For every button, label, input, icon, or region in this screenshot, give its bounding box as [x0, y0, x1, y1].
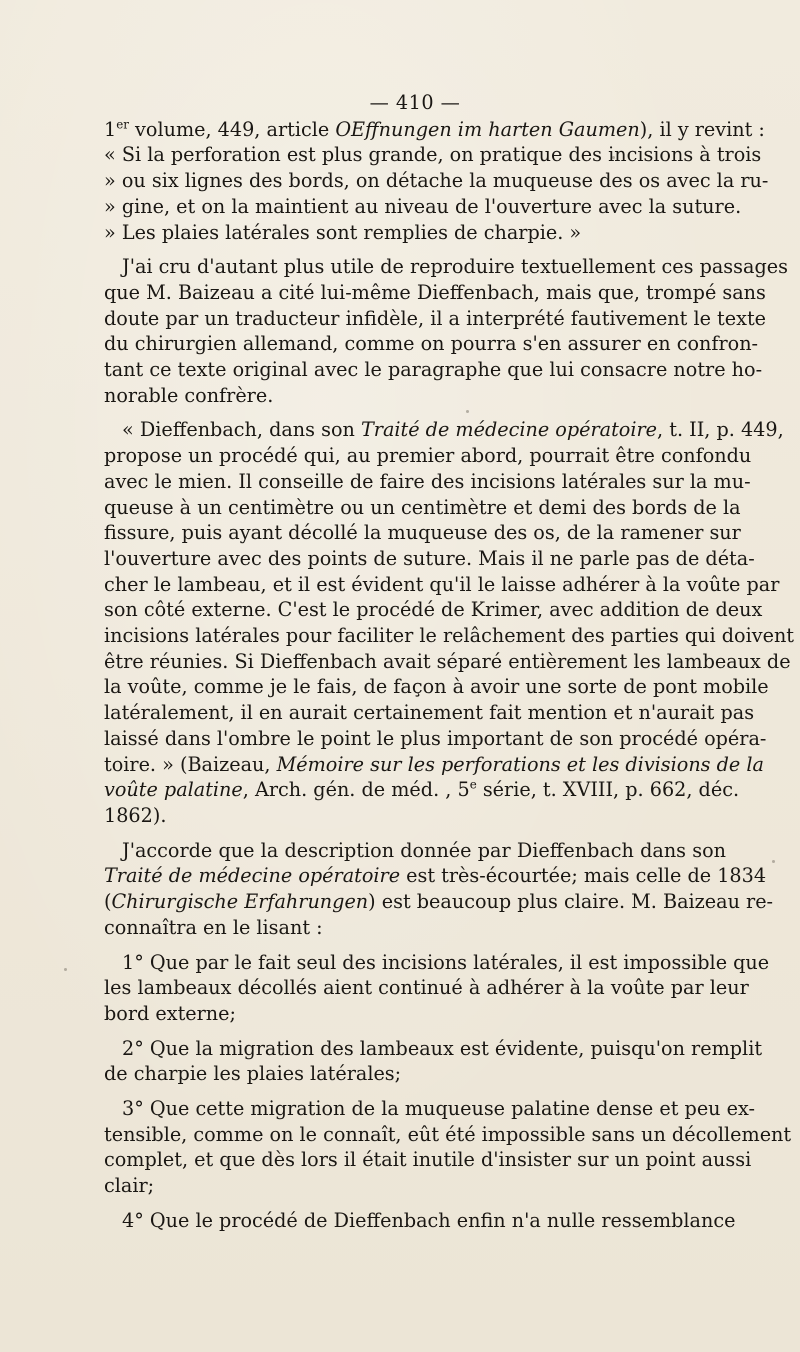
text-line: de charpie les plaies latérales;	[104, 1062, 402, 1086]
text-line: 2° Que la migration des lambeaux est évidente, puisqu'on remplit	[122, 1036, 763, 1060]
text-line: queuse à un centimètre ou un centimètre et demi des bords de la	[104, 495, 741, 519]
paragraph	[104, 1208, 736, 1234]
paragraph-gap	[104, 829, 726, 838]
paragraph-gap	[104, 941, 726, 950]
paragraph	[104, 1096, 792, 1199]
text-line: » gine, et on la maintient au niveau de l'ouverture avec la suture.	[104, 194, 742, 218]
paragraph	[104, 838, 774, 941]
text-line: bord externe;	[104, 1001, 236, 1025]
text-block	[104, 90, 795, 1234]
paper-speck	[772, 860, 775, 863]
paragraph	[104, 417, 795, 828]
paragraph	[104, 254, 788, 408]
text-line: doute par un traducteur infidèle, il a interprété fautivement le texte	[104, 306, 767, 330]
text-line: toire. » (Baizeau, Mémoire sur les perforations et les divisions de la	[104, 752, 764, 776]
text-line: » Les plaies latérales sont remplies de charpie. »	[104, 220, 582, 244]
text-line: 4° Que le procédé de Dieffenbach enfin n'a nulle ressemblance	[122, 1208, 736, 1232]
paragraph-gap	[104, 1199, 726, 1208]
paragraph	[104, 1036, 763, 1087]
text-line: avec le mien. Il conseille de faire des incisions latérales sur la mu-	[104, 469, 751, 493]
paragraph-gap	[104, 1087, 726, 1096]
paragraph	[104, 950, 770, 1027]
text-line: laissé dans l'ombre le point le plus important de son procédé opéra-	[104, 726, 767, 750]
text-line: 3° Que cette migration de la muqueuse palatine dense et peu ex-	[122, 1097, 755, 1121]
paragraph-gap	[104, 408, 726, 417]
paragraph-gap	[104, 1027, 726, 1036]
text-line: latéralement, il en aurait certainement fait mention et n'aurait pas	[104, 701, 755, 725]
text-line: « Si la perforation est plus grande, on pratique des incisions à trois	[104, 143, 762, 167]
text-line: son côté externe. C'est le procédé de Krimer, avec addition de deux	[104, 598, 763, 622]
page-number: — 410 —	[369, 91, 461, 114]
text-line: fissure, puis ayant décollé la muqueuse des os, de la ramener sur	[104, 521, 741, 545]
text-line: Traité de médecine opératoire est très-écourtée; mais celle de 1834	[104, 864, 767, 888]
text-line: cher le lambeau, et il est évident qu'il le laisse adhérer à la voûte par	[104, 572, 780, 596]
text-line: J'ai cru d'autant plus utile de reproduire textuellement ces passages	[122, 255, 788, 279]
text-line: les lambeaux décollés aient continué à adhérer à la voûte par leur	[104, 976, 749, 1000]
text-line: » ou six lignes des bords, on détache la muqueuse des os avec la ru-	[104, 169, 769, 193]
text-line: du chirurgien allemand, comme on pourra s'en assurer en confron-	[104, 332, 759, 356]
text-line: voûte palatine, Arch. gén. de méd. , 5e série, t. XVIII, p. 662, déc.	[104, 777, 740, 802]
text-line: connaîtra en le lisant :	[104, 915, 323, 939]
paper-speck	[64, 968, 67, 971]
paragraph-gap	[104, 245, 726, 254]
text-line: complet, et que dès lors il était inutile d'insister sur un point aussi	[104, 1148, 752, 1172]
paragraph	[104, 117, 769, 246]
text-line: 1er volume, 449, article OEffnungen im harten Gaumen), il y revint :	[104, 117, 765, 141]
text-line: 1° Que par le fait seul des incisions latérales, il est impossible que	[122, 950, 770, 974]
text-line: tensible, comme on le connaît, eût été impossible sans un décollement	[104, 1122, 792, 1146]
text-line: (Chirurgische Erfahrungen) est beaucoup plus claire. M. Baizeau re-	[104, 890, 774, 914]
text-line: propose un procédé qui, au premier abord, pourrait être confondu	[104, 444, 752, 468]
text-line: tant ce texte original avec le paragraphe que lui consacre notre ho-	[104, 358, 763, 382]
text-line: norable confrère.	[104, 383, 274, 407]
text-line: 1862).	[104, 803, 167, 827]
body-text	[104, 117, 795, 1234]
text-line: clair;	[104, 1174, 155, 1198]
text-line: J'accorde que la description donnée par Dieffenbach dans son	[122, 838, 726, 862]
text-line: « Dieffenbach, dans son Traité de médecine opératoire, t. II, p. 449,	[122, 418, 784, 442]
text-line: la voûte, comme je le fais, de façon à avoir une sorte de pont mobile	[104, 675, 769, 699]
text-line: être réunies. Si Dieffenbach avait séparé entièrement les lambeaux de	[104, 649, 791, 673]
text-line: l'ouverture avec des points de suture. Mais il ne parle pas de déta-	[104, 546, 755, 570]
text-line: que M. Baizeau a cité lui-même Dieffenbach, mais que, trompé sans	[104, 280, 766, 304]
text-line: incisions latérales pour faciliter le relâchement des parties qui doivent	[104, 624, 795, 648]
